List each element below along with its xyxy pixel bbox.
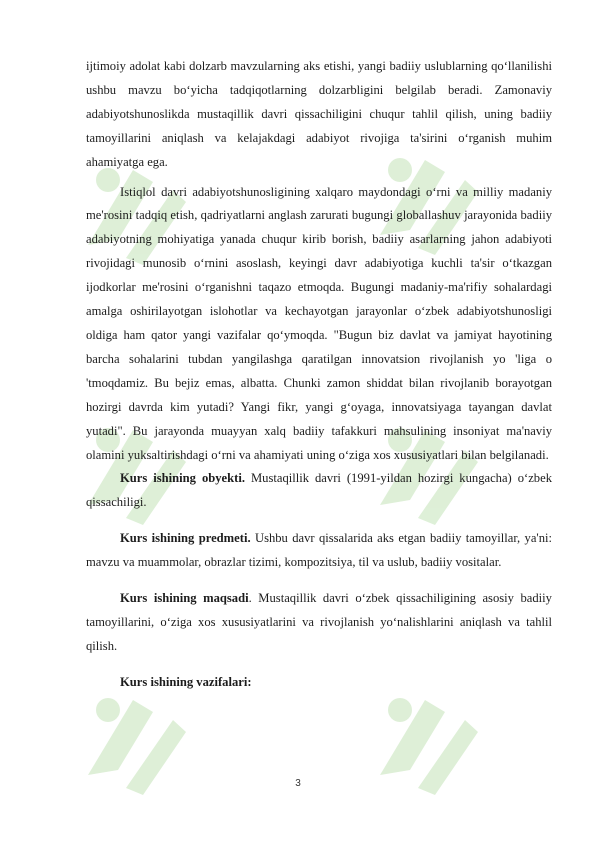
goal-label: Kurs ishining maqsadi <box>120 591 249 606</box>
paragraph-object <box>86 467 552 515</box>
object-text: Mustaqillik davri (1991-yildan hozirgi kungacha) o‘zbek qissachiligi. <box>86 471 552 510</box>
object-label: Kurs ishining obyekti. <box>120 471 245 486</box>
paragraph-goal <box>86 587 552 659</box>
goal-text: . Mustaqillik davri o‘zbek qissachiligining asosiy badiiy tamoyillarini, o‘ziga xos xususiyatlarini va rivojlanish yo‘nalishlarini aniqlash va tahlil qilish. <box>86 591 552 653</box>
subject-label: Kurs ishining predmeti. <box>120 531 251 546</box>
paragraph-subject <box>86 527 552 575</box>
subject-text: Ushbu davr qissalarida aks etgan badiiy tamoyillar, ya'ni: mavzu va muammolar, obrazlar tizimi, kompozitsiya, til va uslub, badiiy vositalar. <box>86 531 552 570</box>
page-number: 3 <box>295 778 301 789</box>
tasks-label: Kurs ishining vazifalari: <box>120 674 252 689</box>
paragraph-tasks <box>86 671 552 695</box>
paragraph-intro: ijtimoiy adolat kabi dolzarb mavzularning aks etishi, yangi badiiy uslublarning qo‘llanilishi ushbu mavzu bo‘yicha tadqiqotlarning dolzarbligini belgilab beradi. Zamonaviy adabiyotshunoslikda mustaqillik davri qissachiligini chuqur tahlil qilish, uning badiiy tamoyillarini aniqlash va kelajakdagi adabiyot rivojiga ta'sirini o‘rganish muhim ahamiyatga ega. <box>86 59 552 169</box>
paragraph-relevance: Istiqlol davri adabiyotshunosligining xalqaro maydondagi o‘rni va milliy madaniy me'rosini tadqiq etish, qadriyatlarni anglash zarurati bugungi globallashuv jarayonida badiiy adabiyotning mohiyatiga yanada chuqur kirib borish, badiiy asarlarning jahon adabiyoti rivojidagi munosib o‘rnini asoslash, keyingi davr adabiyotiga kuchli ta'sir o‘tkazgan ijodkorlar me'rosini o‘rganishni taqazo etmoqda. Bugungi madaniy-ma'rifiy sohalardagi amalga oshirilayotgan islohotlar va kechayotgan jarayonlar o‘zbek adabiyotshunosligi oldiga ham qator yangi vazifalar qo‘ymoqda. "Bugun biz davlat va jamiyat hayotining barcha sohalarini tubdan yangilashga qaratilgan innovatsion rivojlanish yo 'liga o 'tmoqdamiz. Bu bejiz emas, albatta. Chunki zamon shiddat bilan rivojlanib borayotgan hozirgi davrda kim yutadi? Yangi fikr, yangi g‘oyaga, innovatsiyaga tayangan davlat yutadi". Bu jarayonda muayyan xalq badiiy tafakkuri mahsulining insoniyat ma'naviy olamini yuksaltirishdagi o‘rni va ahamiyati uning o‘ziga xos xususiyatlari bilan belgilanadi. <box>86 184 552 462</box>
body-text <box>86 55 552 695</box>
